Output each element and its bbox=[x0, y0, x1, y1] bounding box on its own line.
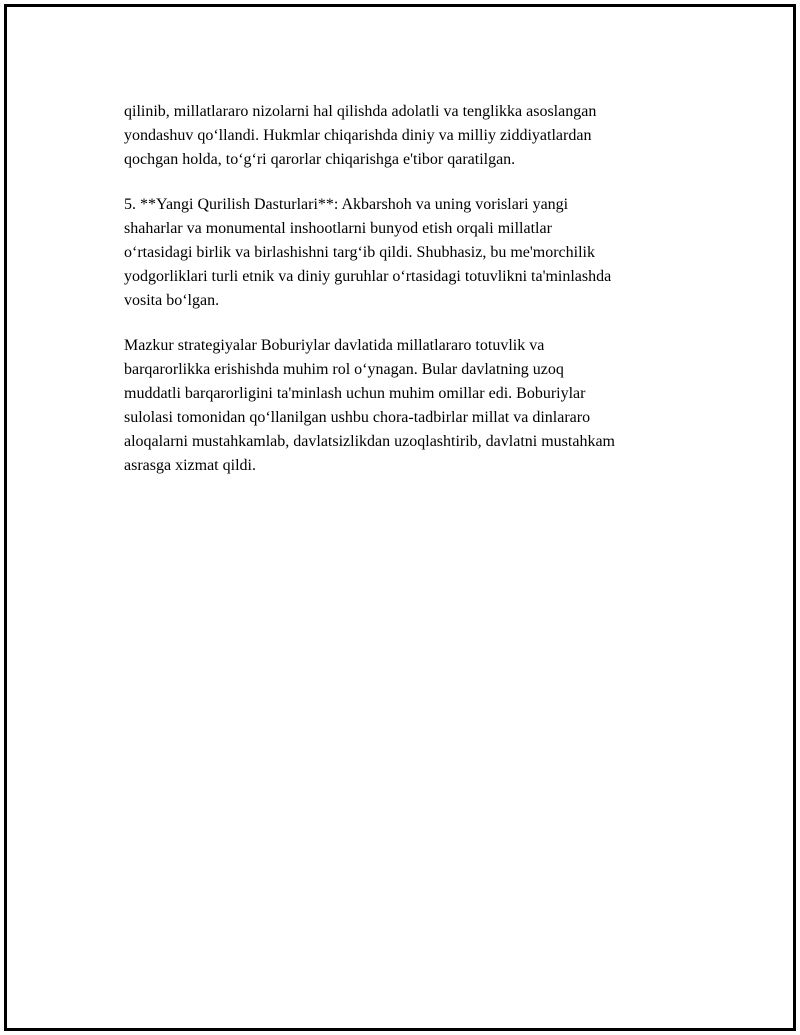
paragraph-construction-programs: 5. **Yangi Qurilish Dasturlari**: Akbarshoh va uning vorislari yangi shaharlar va monumental inshootlarni bunyod etish orqali millatlar o‘rtasidagi birlik va birlashishni targ‘ib qildi. Shubhasiz, bu me'morchilik yodgorliklari turli etnik va diniy guruhlar o‘rtasidagi totuvlikni ta'minlashda vosita bo‘lgan. bbox=[124, 196, 612, 309]
paragraph-conclusion: Mazkur strategiyalar Boburiylar davlatida millatlararo totuvlik va barqarorlikka erishishda muhim rol o‘ynagan. Bular davlatning uzoq muddatli barqarorligini ta'minlash uchun muhim omillar edi. Boburiylar sulolasi tomonidan qo‘llanilgan ushbu chora-tadbirlar millat va dinlararo aloqalarni mustahkamlab, davlatsizlikdan uzoqlashtirib, davlatni mustahkam asrasga xizmat qildi. bbox=[124, 337, 615, 474]
page-frame bbox=[4, 4, 796, 1031]
document-body bbox=[124, 100, 714, 499]
paragraph-justice: qilinib, millatlararo nizolarni hal qilishda adolatli va tenglikka asoslangan yondashuv qo‘llandi. Hukmlar chiqarishda diniy va milliy ziddiyatlardan qochgan holda, to‘g‘ri qarorlar chiqarishga e'tibor qaratilgan. bbox=[124, 103, 597, 168]
